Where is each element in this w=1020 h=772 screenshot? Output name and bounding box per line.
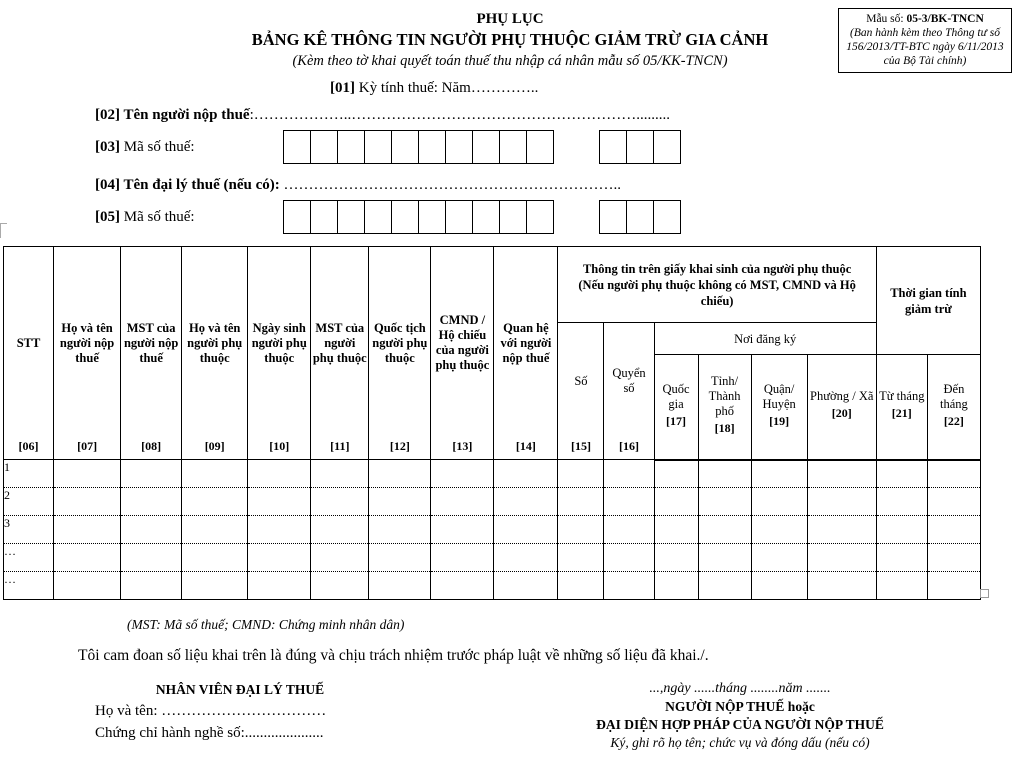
form-title: BẢNG KÊ THÔNG TIN NGƯỜI PHỤ THUỘC GIẢM TRỪ GIA CẢNH bbox=[251, 30, 769, 49]
table-cell-empty[interactable] bbox=[927, 572, 980, 600]
form-issued-note: (Ban hành kèm theo Thông tư số 156/2013/TT-BTC ngày 6/11/2013 của Bộ Tài chính) bbox=[846, 27, 1004, 67]
field-05-number: [05] bbox=[95, 208, 120, 225]
table-cell-empty[interactable] bbox=[604, 544, 654, 572]
table-cell-empty[interactable] bbox=[248, 572, 311, 600]
commitment-statement: Tôi cam đoan số liệu khai trên là đúng và chịu trách nhiệm trước pháp luật về những số liệu đã khai./. bbox=[78, 647, 709, 664]
col-header-dependent-mst: MST của người phụ thuộc [11] bbox=[311, 247, 369, 460]
table-cell-empty[interactable] bbox=[927, 516, 980, 544]
field-04-label: Tên đại lý thuế (nếu có): bbox=[120, 177, 280, 193]
table-cell-empty[interactable] bbox=[121, 516, 182, 544]
col-header-stt: STT [06] bbox=[4, 247, 54, 460]
table-cell-empty[interactable] bbox=[751, 488, 807, 516]
field-02-blank[interactable]: :………………..…………………………………………………......... bbox=[249, 107, 670, 123]
table-cell-empty[interactable] bbox=[311, 572, 369, 600]
table-cell-empty[interactable] bbox=[431, 460, 494, 488]
dependents-table bbox=[3, 246, 981, 600]
table-cell-empty[interactable] bbox=[807, 516, 876, 544]
table-row bbox=[4, 544, 981, 572]
table-cell-empty[interactable] bbox=[751, 516, 807, 544]
field-01-tax-period bbox=[330, 80, 1020, 97]
table-cell-empty[interactable] bbox=[248, 460, 311, 488]
form-subtitle: (Kèm theo tờ khai quyết toán thuế thu nhập cá nhân mẫu số 05/KK-TNCN) bbox=[292, 53, 728, 69]
field-02-label: Tên người nộp thuế bbox=[120, 107, 250, 123]
mst-digit-box[interactable] bbox=[337, 130, 365, 164]
table-cell-empty[interactable] bbox=[876, 544, 927, 572]
table-cell-empty[interactable] bbox=[494, 544, 558, 572]
field-03-tax-code-main-boxes[interactable] bbox=[283, 130, 554, 164]
agent-staff-name-line[interactable]: Họ và tên: …………………………… bbox=[95, 703, 327, 719]
table-cell-empty[interactable] bbox=[876, 488, 927, 516]
col-header-dependent-id-passport: CMND / Hộ chiếu của người phụ thuộc [13] bbox=[431, 247, 494, 460]
page-title: PHỤ LỤC bbox=[476, 11, 544, 27]
table-row bbox=[4, 460, 981, 488]
col-header-district: Quận/ Huyện [19] bbox=[751, 355, 807, 460]
field-01-number: [01] bbox=[330, 80, 355, 96]
table-cell-empty[interactable] bbox=[54, 544, 121, 572]
col-header-relationship: Quan hệ với người nộp thuế [14] bbox=[494, 247, 558, 460]
table-cell-empty[interactable] bbox=[751, 460, 807, 488]
col-header-ward: Phường / Xã [20] bbox=[807, 355, 876, 460]
field-03-tax-code-suffix-boxes[interactable] bbox=[599, 130, 681, 164]
table-cell-empty[interactable] bbox=[927, 488, 980, 516]
table-cell-empty[interactable] bbox=[494, 488, 558, 516]
col-header-cert-number: Số [15] bbox=[558, 323, 604, 460]
table-cell-empty[interactable] bbox=[698, 572, 751, 600]
table-cell-empty[interactable] bbox=[927, 544, 980, 572]
table-cell-empty[interactable] bbox=[698, 460, 751, 488]
col-header-taxpayer-mst: MST của người nộp thuế [08] bbox=[121, 247, 182, 460]
form-code: 05-3/BK-TNCN bbox=[906, 13, 984, 25]
mst-digit-box[interactable] bbox=[626, 200, 654, 234]
table-cell-empty[interactable] bbox=[182, 460, 248, 488]
table-cell-empty[interactable] bbox=[558, 488, 604, 516]
table-resize-handle bbox=[980, 589, 989, 598]
agent-staff-signature-block bbox=[95, 680, 415, 752]
table-cell-empty[interactable] bbox=[248, 488, 311, 516]
col-header-dependent-birthdate: Ngày sinh người phụ thuộc [10] bbox=[248, 247, 311, 460]
table-cell-empty[interactable] bbox=[182, 488, 248, 516]
table-cell-empty[interactable] bbox=[807, 460, 876, 488]
mst-digit-box[interactable] bbox=[599, 200, 627, 234]
row-number-cell: 1 bbox=[4, 460, 54, 488]
abbreviation-note: (MST: Mã số thuế; CMND: Chứng minh nhân dân) bbox=[127, 617, 405, 632]
table-cell-empty[interactable] bbox=[604, 516, 654, 544]
mst-digit-box[interactable] bbox=[310, 200, 338, 234]
table-cell-empty[interactable] bbox=[369, 544, 431, 572]
mst-digit-box[interactable] bbox=[499, 200, 527, 234]
mst-digit-box[interactable] bbox=[526, 130, 554, 164]
mst-digit-box[interactable] bbox=[283, 130, 311, 164]
table-body bbox=[4, 460, 981, 600]
group-header-birth-certificate: Thông tin trên giấy khai sinh của người phụ thuộc (Nếu người phụ thuộc không có MST, CMND và Hộ chiếu) bbox=[558, 247, 876, 323]
table-cell-empty[interactable] bbox=[654, 488, 698, 516]
table-cell-empty[interactable] bbox=[698, 488, 751, 516]
mst-digit-box[interactable] bbox=[599, 130, 627, 164]
mst-digit-box[interactable] bbox=[499, 130, 527, 164]
col-header-country: Quốc gia [17] bbox=[654, 355, 698, 460]
table-cell-empty[interactable] bbox=[248, 516, 311, 544]
table-cell-empty[interactable] bbox=[494, 516, 558, 544]
table-cell-empty[interactable] bbox=[369, 460, 431, 488]
table-cell-empty[interactable] bbox=[311, 460, 369, 488]
table-cell-empty[interactable] bbox=[654, 572, 698, 600]
mst-digit-box[interactable] bbox=[653, 130, 681, 164]
table-cell-empty[interactable] bbox=[927, 460, 980, 488]
table-anchor-mark bbox=[0, 223, 7, 238]
field-01-text[interactable]: Kỳ tính thuế: Năm………….. bbox=[355, 80, 539, 96]
form-number-line: Mẫu số: 05-3/BK-TNCN bbox=[866, 13, 984, 25]
signature-instruction: Ký, ghi rõ họ tên; chức vụ và đóng dấu (nếu có) bbox=[610, 735, 870, 750]
date-line[interactable]: ...,ngày ......tháng ........năm ....... bbox=[649, 681, 831, 696]
field-04-agent-name bbox=[95, 177, 1020, 194]
table-cell-empty[interactable] bbox=[558, 460, 604, 488]
mst-digit-box[interactable] bbox=[445, 200, 473, 234]
col-header-dependent-name: Họ và tên người phụ thuộc [09] bbox=[182, 247, 248, 460]
field-05-label-wrap bbox=[95, 209, 283, 226]
taxpayer-title-line1: NGƯỜI NỘP THUẾ hoặc bbox=[665, 699, 815, 714]
mst-digit-box[interactable] bbox=[364, 200, 392, 234]
mst-digit-box[interactable] bbox=[310, 130, 338, 164]
field-03-tax-code bbox=[95, 130, 1020, 164]
table-cell-empty[interactable] bbox=[807, 488, 876, 516]
table-cell-empty[interactable] bbox=[248, 544, 311, 572]
table-cell-empty[interactable] bbox=[494, 572, 558, 600]
mst-digit-box[interactable] bbox=[418, 130, 446, 164]
mst-digit-box[interactable] bbox=[337, 200, 365, 234]
mst-digit-box[interactable] bbox=[418, 200, 446, 234]
table-cell-empty[interactable] bbox=[431, 572, 494, 600]
table-cell-empty[interactable] bbox=[54, 460, 121, 488]
table-cell-empty[interactable] bbox=[807, 572, 876, 600]
col-header-to-month: Đến tháng [22] bbox=[927, 355, 980, 460]
field-02-number: [02] bbox=[95, 107, 120, 123]
field-02-taxpayer-name bbox=[95, 107, 1020, 124]
table-row bbox=[4, 516, 981, 544]
table-cell-empty[interactable] bbox=[182, 572, 248, 600]
group-header-deduction-period: Thời gian tính giảm trừ bbox=[876, 247, 980, 355]
table-cell-empty[interactable] bbox=[698, 516, 751, 544]
table-cell-empty[interactable] bbox=[751, 572, 807, 600]
table-cell-empty[interactable] bbox=[431, 488, 494, 516]
agent-staff-title: NHÂN VIÊN ĐẠI LÝ THUẾ bbox=[155, 682, 325, 697]
table-cell-empty[interactable] bbox=[876, 572, 927, 600]
table-cell-empty[interactable] bbox=[54, 516, 121, 544]
field-05-tax-code-main-boxes[interactable] bbox=[283, 200, 554, 234]
table-cell-empty[interactable] bbox=[604, 460, 654, 488]
table-cell-empty[interactable] bbox=[654, 544, 698, 572]
mst-digit-box[interactable] bbox=[445, 130, 473, 164]
table-cell-empty[interactable] bbox=[876, 460, 927, 488]
mst-digit-box[interactable] bbox=[626, 130, 654, 164]
table-cell-empty[interactable] bbox=[182, 544, 248, 572]
mst-digit-box[interactable] bbox=[391, 200, 419, 234]
table-cell-empty[interactable] bbox=[431, 516, 494, 544]
form-number-box bbox=[838, 8, 1012, 73]
table-cell-empty[interactable] bbox=[182, 516, 248, 544]
col-header-cert-book-number: Quyển số [16] bbox=[604, 323, 654, 460]
col-header-dependent-nationality: Quốc tịch người phụ thuộc [12] bbox=[369, 247, 431, 460]
table-cell-empty[interactable] bbox=[54, 572, 121, 600]
table-cell-empty[interactable] bbox=[751, 544, 807, 572]
table-cell-empty[interactable] bbox=[369, 572, 431, 600]
table-cell-empty[interactable] bbox=[558, 544, 604, 572]
agent-staff-cert-line[interactable]: Chứng chỉ hành nghề số:..................... bbox=[95, 725, 324, 741]
table-cell-empty[interactable] bbox=[369, 516, 431, 544]
col-header-taxpayer-name: Họ và tên người nộp thuế [07] bbox=[54, 247, 121, 460]
field-05-tax-code-suffix-boxes[interactable] bbox=[599, 200, 681, 234]
row-number-cell: … bbox=[4, 544, 54, 572]
table-cell-empty[interactable] bbox=[121, 572, 182, 600]
mst-digit-box[interactable] bbox=[472, 200, 500, 234]
table-cell-empty[interactable] bbox=[558, 516, 604, 544]
mst-digit-box[interactable] bbox=[283, 200, 311, 234]
taxpayer-title-line2: ĐẠI DIỆN HỢP PHÁP CỦA NGƯỜI NỘP THUẾ bbox=[596, 717, 884, 732]
table-cell-empty[interactable] bbox=[54, 488, 121, 516]
table-row bbox=[4, 488, 981, 516]
mst-digit-box[interactable] bbox=[391, 130, 419, 164]
table-cell-empty[interactable] bbox=[698, 544, 751, 572]
col-header-from-month: Từ tháng [21] bbox=[876, 355, 927, 460]
table-cell-empty[interactable] bbox=[121, 488, 182, 516]
row-number-cell: 3 bbox=[4, 516, 54, 544]
field-03-label: Mã số thuế: bbox=[120, 138, 195, 155]
table-cell-empty[interactable] bbox=[558, 572, 604, 600]
table-cell-empty[interactable] bbox=[311, 516, 369, 544]
mst-digit-box[interactable] bbox=[526, 200, 554, 234]
table-cell-empty[interactable] bbox=[604, 488, 654, 516]
mst-digit-box[interactable] bbox=[472, 130, 500, 164]
signature-section bbox=[0, 680, 1020, 752]
table-cell-empty[interactable] bbox=[654, 460, 698, 488]
table-cell-empty[interactable] bbox=[369, 488, 431, 516]
table-cell-empty[interactable] bbox=[121, 460, 182, 488]
table-cell-empty[interactable] bbox=[876, 516, 927, 544]
field-03-number: [03] bbox=[95, 138, 120, 155]
table-cell-empty[interactable] bbox=[494, 460, 558, 488]
field-04-number: [04] bbox=[95, 177, 120, 193]
mst-digit-box[interactable] bbox=[364, 130, 392, 164]
field-05-agent-tax-code bbox=[95, 200, 1020, 234]
group-header-registry-place: Nơi đăng ký bbox=[654, 323, 876, 355]
table-cell-empty[interactable] bbox=[431, 544, 494, 572]
field-04-blank[interactable]: ………………………………………………………….. bbox=[279, 177, 621, 193]
table-cell-empty[interactable] bbox=[654, 516, 698, 544]
table-cell-empty[interactable] bbox=[311, 544, 369, 572]
field-05-label: Mã số thuế: bbox=[120, 208, 195, 225]
table-cell-empty[interactable] bbox=[807, 544, 876, 572]
table-cell-empty[interactable] bbox=[604, 572, 654, 600]
table-cell-empty[interactable] bbox=[311, 488, 369, 516]
row-number-cell: … bbox=[4, 572, 54, 600]
field-03-label-wrap bbox=[95, 139, 283, 156]
table-row bbox=[4, 572, 981, 600]
col-header-province: Tỉnh/ Thành phố [18] bbox=[698, 355, 751, 460]
row-number-cell: 2 bbox=[4, 488, 54, 516]
taxpayer-signature-block bbox=[550, 680, 930, 752]
table-cell-empty[interactable] bbox=[121, 544, 182, 572]
mst-digit-box[interactable] bbox=[653, 200, 681, 234]
